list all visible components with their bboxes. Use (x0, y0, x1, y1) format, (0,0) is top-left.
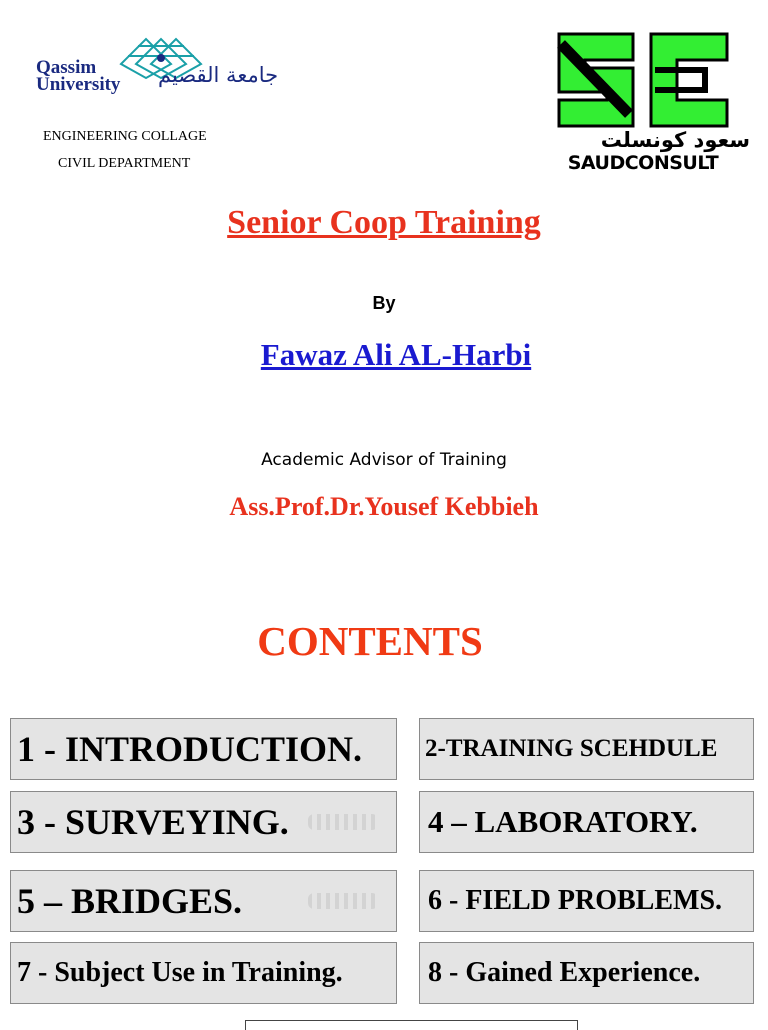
contents-item-label: 5 – BRIDGES. (17, 881, 243, 921)
contents-item-label: 7 - Subject Use in Training. (17, 957, 343, 988)
contents-item-label: 4 – LABORATORY. (428, 804, 698, 839)
sc-monogram-icon (555, 30, 730, 128)
advisor-name: Ass.Prof.Dr.Yousef Kebbieh (229, 492, 539, 521)
contents-item-label: 2-TRAINING SCEHDULE (425, 735, 718, 762)
contents-item-label: 1 - INTRODUCTION. (17, 729, 363, 769)
qassim-university-logo (28, 30, 279, 110)
watermark-pattern (308, 814, 378, 830)
next-box-top-edge (245, 1020, 578, 1030)
contents-item-label: 3 - SURVEYING. (17, 802, 289, 842)
by-label: By (372, 293, 396, 313)
contents-item-bridges[interactable] (10, 870, 397, 932)
contents-item-subject-use[interactable] (10, 942, 397, 1004)
saudconsult-logo (530, 30, 755, 178)
contents-item-training-schedule[interactable] (419, 718, 754, 780)
university-name-line2: University (36, 74, 121, 95)
contents-heading: CONTENTS (257, 618, 483, 664)
watermark-pattern (308, 893, 378, 909)
college-name: ENGINEERING COLLAGE (43, 129, 207, 144)
contents-item-introduction[interactable] (10, 718, 397, 780)
university-name-line1: Qassim (36, 57, 97, 78)
author-name[interactable]: Fawaz Ali AL-Harbi (260, 337, 532, 372)
contents-item-laboratory[interactable] (419, 791, 754, 853)
report-title: Senior Coop Training (227, 204, 541, 241)
contents-item-field-problems[interactable] (419, 870, 754, 932)
contents-item-label: 6 - FIELD PROBLEMS. (428, 885, 723, 916)
advisor-label: Academic Advisor of Training (261, 450, 507, 470)
contents-item-gained-experience[interactable] (419, 942, 754, 1004)
company-name-arabic: سعود كونسلت (600, 128, 750, 152)
department-name: CIVIL DEPARTMENT (58, 156, 191, 171)
contents-item-surveying[interactable] (10, 791, 397, 853)
contents-item-label: 8 - Gained Experience. (428, 957, 701, 988)
company-name-latin: SAUDCONSULT (567, 152, 719, 174)
university-name-arabic: جامعة القصيم (158, 63, 279, 87)
